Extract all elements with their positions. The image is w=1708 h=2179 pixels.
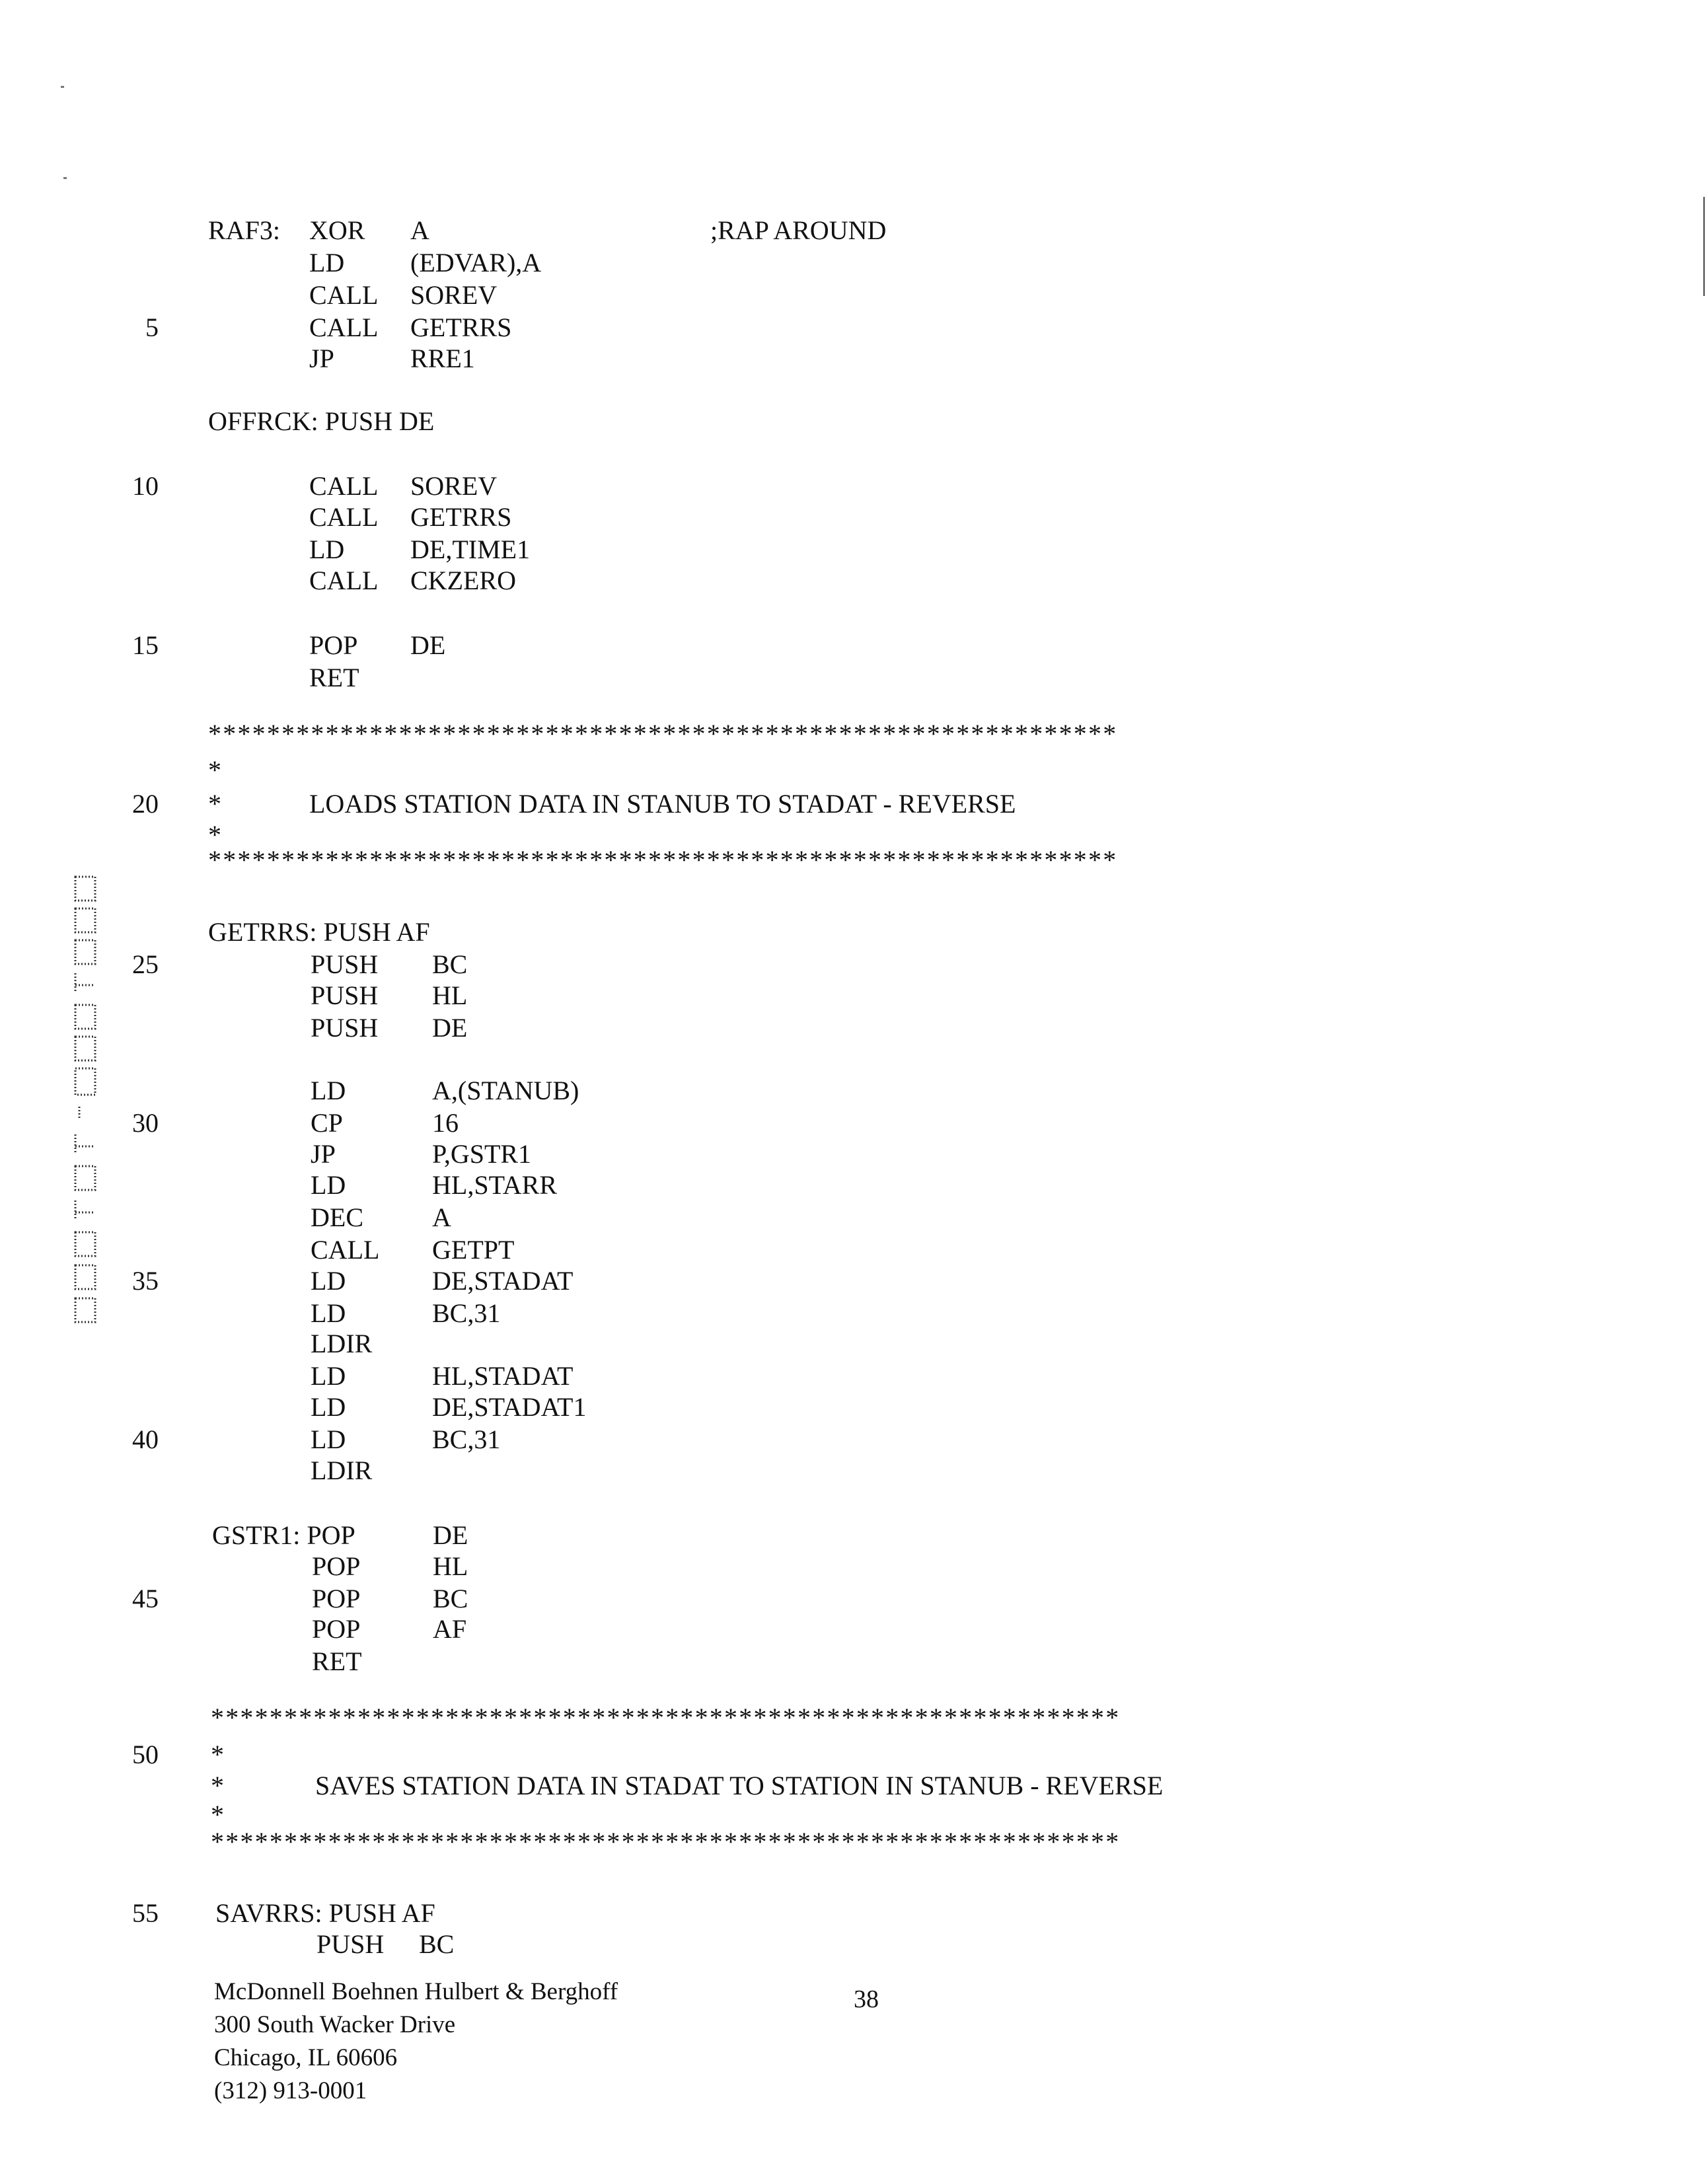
code-opcode: LD: [311, 1360, 346, 1392]
code-line: [0, 1613, 1708, 1645]
code-operand: BC: [432, 949, 467, 980]
code-opcode: SAVES STATION DATA IN STADAT TO STATION IN STANUB - REVERSE: [315, 1770, 1163, 1802]
code-label: *: [208, 788, 221, 820]
code-operand: GETPT: [432, 1234, 514, 1266]
line-number: 55: [119, 1898, 159, 1929]
code-opcode: PUSH: [311, 980, 378, 1012]
code-line: [0, 215, 1708, 246]
street-address: 300 South Wacker Drive: [214, 2009, 618, 2042]
code-operand: BC,31: [432, 1298, 500, 1329]
code-operand: HL,STARR: [432, 1169, 557, 1201]
code-opcode: RET: [309, 662, 359, 694]
code-operand: 16: [432, 1107, 459, 1139]
separator-stars: **************************************************************: [211, 1702, 1120, 1734]
code-line: [0, 1360, 1708, 1392]
code-opcode: JP: [309, 343, 334, 375]
code-operand: DE,STADAT1: [432, 1391, 586, 1423]
code-line: [0, 844, 1708, 876]
code-line: [0, 1012, 1708, 1044]
code-line: [0, 755, 1708, 786]
code-line: [0, 1138, 1708, 1170]
code-label: OFFRCK: PUSH DE: [208, 406, 434, 437]
code-operand: DE: [432, 1012, 467, 1044]
code-opcode: LD: [311, 1391, 346, 1423]
code-line: [0, 1107, 1708, 1139]
code-line: [0, 1328, 1708, 1360]
code-operand: HL: [433, 1551, 468, 1582]
code-opcode: LD: [311, 1298, 346, 1329]
code-opcode: RET: [312, 1646, 362, 1678]
code-opcode: LD: [311, 1169, 346, 1201]
line-number: 45: [119, 1583, 159, 1615]
scan-speck: [63, 177, 67, 179]
page-number: 38: [854, 1985, 879, 2014]
code-opcode: LD: [309, 247, 344, 279]
code-line: [0, 1898, 1708, 1929]
separator-stars: **************************************************************: [208, 718, 1117, 750]
separator-stars: **************************************************************: [208, 844, 1117, 876]
code-line: [0, 1265, 1708, 1297]
code-line: [0, 501, 1708, 533]
code-operand: DE: [410, 630, 445, 661]
code-line: [0, 1770, 1708, 1802]
code-opcode: POP: [312, 1613, 360, 1645]
code-label: *: [211, 1770, 224, 1802]
code-comment: ;RAP AROUND: [710, 215, 886, 246]
code-line: [0, 788, 1708, 820]
code-opcode: LD: [311, 1265, 346, 1297]
code-line: [0, 1739, 1708, 1771]
code-operand: AF: [433, 1613, 466, 1645]
code-opcode: POP: [309, 630, 357, 661]
code-operand: DE,TIME1: [410, 534, 530, 566]
code-opcode: PUSH: [311, 949, 378, 980]
code-operand: A: [432, 1202, 451, 1234]
code-operand: P,GSTR1: [432, 1138, 531, 1170]
code-opcode: CALL: [309, 279, 378, 311]
line-number: 40: [119, 1424, 159, 1456]
line-number: 50: [119, 1739, 159, 1771]
code-label: RAF3:: [208, 215, 280, 246]
code-opcode: DEC: [311, 1202, 363, 1234]
code-opcode: JP: [311, 1138, 336, 1170]
code-opcode: LOADS STATION DATA IN STANUB TO STADAT - REVERSE: [309, 788, 1016, 820]
line-number: 30: [119, 1107, 159, 1139]
code-operand: DE,STADAT: [432, 1265, 573, 1297]
code-opcode: LDIR: [311, 1328, 372, 1360]
code-line: [0, 718, 1708, 750]
code-line: [0, 470, 1708, 502]
code-opcode: XOR: [309, 215, 365, 246]
city-state-zip: Chicago, IL 60606: [214, 2042, 618, 2075]
code-operand: A: [410, 215, 429, 246]
code-opcode: CALL: [309, 470, 378, 502]
code-line: [0, 406, 1708, 437]
code-operand: HL: [432, 980, 467, 1012]
code-line: [0, 1391, 1708, 1423]
code-line: [0, 1702, 1708, 1734]
code-line: [0, 1169, 1708, 1201]
code-operand: GETRRS: [410, 501, 511, 533]
code-line: [0, 565, 1708, 597]
code-opcode: LD: [309, 534, 344, 566]
line-number: 15: [119, 630, 159, 661]
line-number: 10: [119, 470, 159, 502]
code-operand: SOREV: [410, 470, 497, 502]
code-line: [0, 662, 1708, 694]
code-line: [0, 1551, 1708, 1582]
code-operand: (EDVAR),A: [410, 247, 541, 279]
code-line: [0, 1646, 1708, 1678]
scan-speck: [61, 86, 64, 88]
code-line: [0, 949, 1708, 980]
phone-number: (312) 913-0001: [214, 2075, 618, 2108]
code-opcode: PUSH: [311, 1012, 378, 1044]
code-label: GETRRS: PUSH AF: [208, 916, 430, 948]
firm-name: McDonnell Boehnen Hulbert & Berghoff: [214, 1976, 618, 2009]
code-operand: DE: [433, 1520, 468, 1551]
code-label: SAVRRS: PUSH AF: [215, 1898, 435, 1929]
code-line: [0, 1929, 1708, 1960]
code-line: [0, 279, 1708, 311]
code-operand: BC: [433, 1583, 468, 1615]
code-line: [0, 1298, 1708, 1329]
code-line: [0, 1826, 1708, 1858]
code-operand: GETRRS: [410, 312, 511, 344]
code-opcode: POP: [312, 1583, 360, 1615]
code-line: [0, 1234, 1708, 1266]
code-opcode: CP: [311, 1107, 343, 1139]
code-line: [0, 980, 1708, 1012]
code-operand: BC,31: [432, 1424, 500, 1456]
code-line: [0, 343, 1708, 375]
code-opcode: CALL: [311, 1234, 379, 1266]
code-operand: A,(STANUB): [432, 1075, 579, 1107]
code-opcode: LD: [311, 1075, 346, 1107]
code-operand: CKZERO: [410, 565, 516, 597]
code-opcode: CALL: [309, 565, 378, 597]
code-line: [0, 312, 1708, 344]
code-opcode: LDIR: [311, 1455, 372, 1487]
code-opcode: PUSH: [316, 1929, 384, 1960]
code-label: GSTR1: POP: [212, 1520, 355, 1551]
code-label: *: [208, 819, 221, 851]
code-operand: BC: [419, 1929, 454, 1960]
code-line: [0, 1583, 1708, 1615]
code-operand: RRE1: [410, 343, 475, 375]
firm-address-block: [214, 1976, 618, 2108]
code-line: [0, 1520, 1708, 1551]
line-number: 5: [119, 312, 159, 344]
code-line: [0, 916, 1708, 948]
code-line: [0, 1424, 1708, 1456]
code-line: [0, 630, 1708, 661]
code-operand: HL,STADAT: [432, 1360, 573, 1392]
code-label: *: [211, 1739, 224, 1771]
code-line: [0, 534, 1708, 566]
code-opcode: POP: [312, 1551, 360, 1582]
separator-stars: **************************************************************: [211, 1826, 1120, 1858]
line-number: 20: [119, 788, 159, 820]
code-line: [0, 247, 1708, 279]
code-label: *: [211, 1799, 224, 1831]
code-label: *: [208, 755, 221, 786]
line-number: 35: [119, 1265, 159, 1297]
code-opcode: LD: [311, 1424, 346, 1456]
code-line: [0, 1455, 1708, 1487]
code-line: [0, 1075, 1708, 1107]
code-operand: SOREV: [410, 279, 497, 311]
code-line: [0, 1202, 1708, 1234]
line-number: 25: [119, 949, 159, 980]
code-opcode: CALL: [309, 501, 378, 533]
code-opcode: CALL: [309, 312, 378, 344]
